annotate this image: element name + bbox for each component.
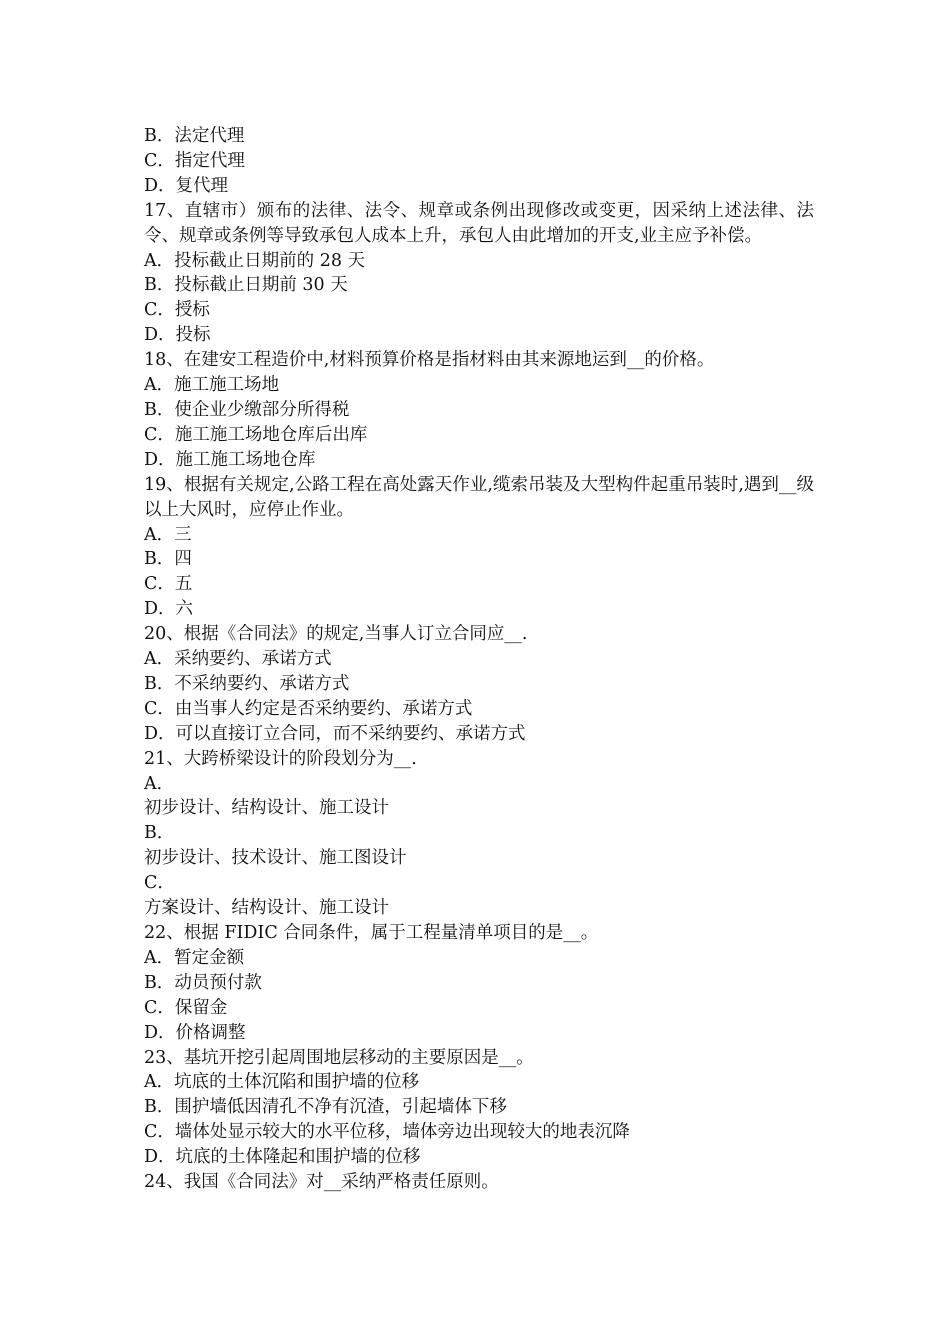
q19-option-c: C．五	[144, 574, 193, 595]
q19-option-a: A．三	[144, 524, 192, 545]
q17-option-b: B．投标截止日期前 30 天	[144, 275, 348, 296]
q22-option-d: D．价格调整	[144, 1022, 246, 1043]
q22-option-a: A．暂定金额	[144, 947, 245, 968]
question-24: 24、我国《合同法》对__采纳严格责任原则。	[144, 1172, 499, 1193]
q20-option-d: D．可以直接订立合同，而不采纳要约、承诺方式	[144, 723, 526, 744]
question-19: 19、根据有关规定,公路工程在高处露天作业,缆索吊装及大型构件起重吊装时,遇到__级以上大风时，应停止作业。	[144, 474, 814, 520]
question-18: 18、在建安工程造价中,材料预算价格是指材料由其来源地运到__的价格。	[144, 350, 715, 371]
q20-option-c: C．由当事人约定是否采纳要约、承诺方式	[144, 698, 473, 719]
q21-option-b-text: 初步设计、技术设计、施工图设计	[144, 848, 407, 869]
question-20: 20、根据《合同法》的规定,当事人订立合同应__.	[144, 624, 528, 645]
q21-option-a-text: 初步设计、结构设计、施工设计	[144, 798, 389, 819]
q19-option-b: B．四	[144, 549, 192, 570]
q22-option-c: C．保留金	[144, 997, 228, 1018]
option-d-sub-agency: D．复代理	[144, 175, 229, 196]
q19-option-d: D．六	[144, 599, 194, 620]
q21-option-c-text: 方案设计、结构设计、施工设计	[144, 898, 389, 919]
q23-option-b: B．围护墙低因清孔不净有沉渣，引起墙体下移	[144, 1097, 507, 1118]
q17-option-a: A．投标截止日期前的 28 天	[144, 250, 366, 271]
option-c-designated-agency: C．指定代理	[144, 150, 245, 171]
q18-option-d: D．施工施工场地仓库	[144, 449, 316, 470]
q17-option-c: C．授标	[144, 300, 210, 321]
document-page	[144, 124, 814, 1195]
question-22: 22、根据 FIDIC 合同条件，属于工程量清单项目的是__。	[144, 923, 599, 943]
q18-option-c: C．施工施工场地仓库后出库	[144, 424, 368, 445]
q17-option-d: D．投标	[144, 325, 211, 346]
option-b-legal-agency: B．法定代理	[144, 126, 245, 146]
q20-option-b: B．不采纳要约、承诺方式	[144, 673, 350, 694]
question-17: 17、直辖市）颁布的法律、法令、规章或条例出现修改或变更，因采纳上述法律、法令、规章或条例等导致承包人成本上升，承包人由此增加的开支,业主应予补偿。	[144, 200, 814, 246]
question-21: 21、大跨桥梁设计的阶段划分为__.	[144, 748, 417, 769]
q21-option-a-label: A．	[144, 773, 175, 794]
q23-option-d: D．坑底的土体隆起和围护墙的位移	[144, 1147, 421, 1168]
q20-option-a: A．采纳要约、承诺方式	[144, 649, 332, 670]
question-23: 23、基坑开挖引起周围地层移动的主要原因是__。	[144, 1047, 534, 1068]
q18-option-b: B．使企业少缴部分所得税	[144, 399, 350, 420]
q21-option-b-label: B．	[144, 823, 175, 844]
q23-option-c: C．墙体处显示较大的水平位移，墙体旁边出现较大的地表沉降	[144, 1122, 630, 1143]
q21-option-c-label: C．	[144, 873, 175, 894]
q23-option-a: A．坑底的土体沉陷和围护墙的位移	[144, 1072, 420, 1093]
q22-option-b: B．动员预付款	[144, 972, 262, 993]
q18-option-a: A．施工施工场地	[144, 375, 280, 396]
